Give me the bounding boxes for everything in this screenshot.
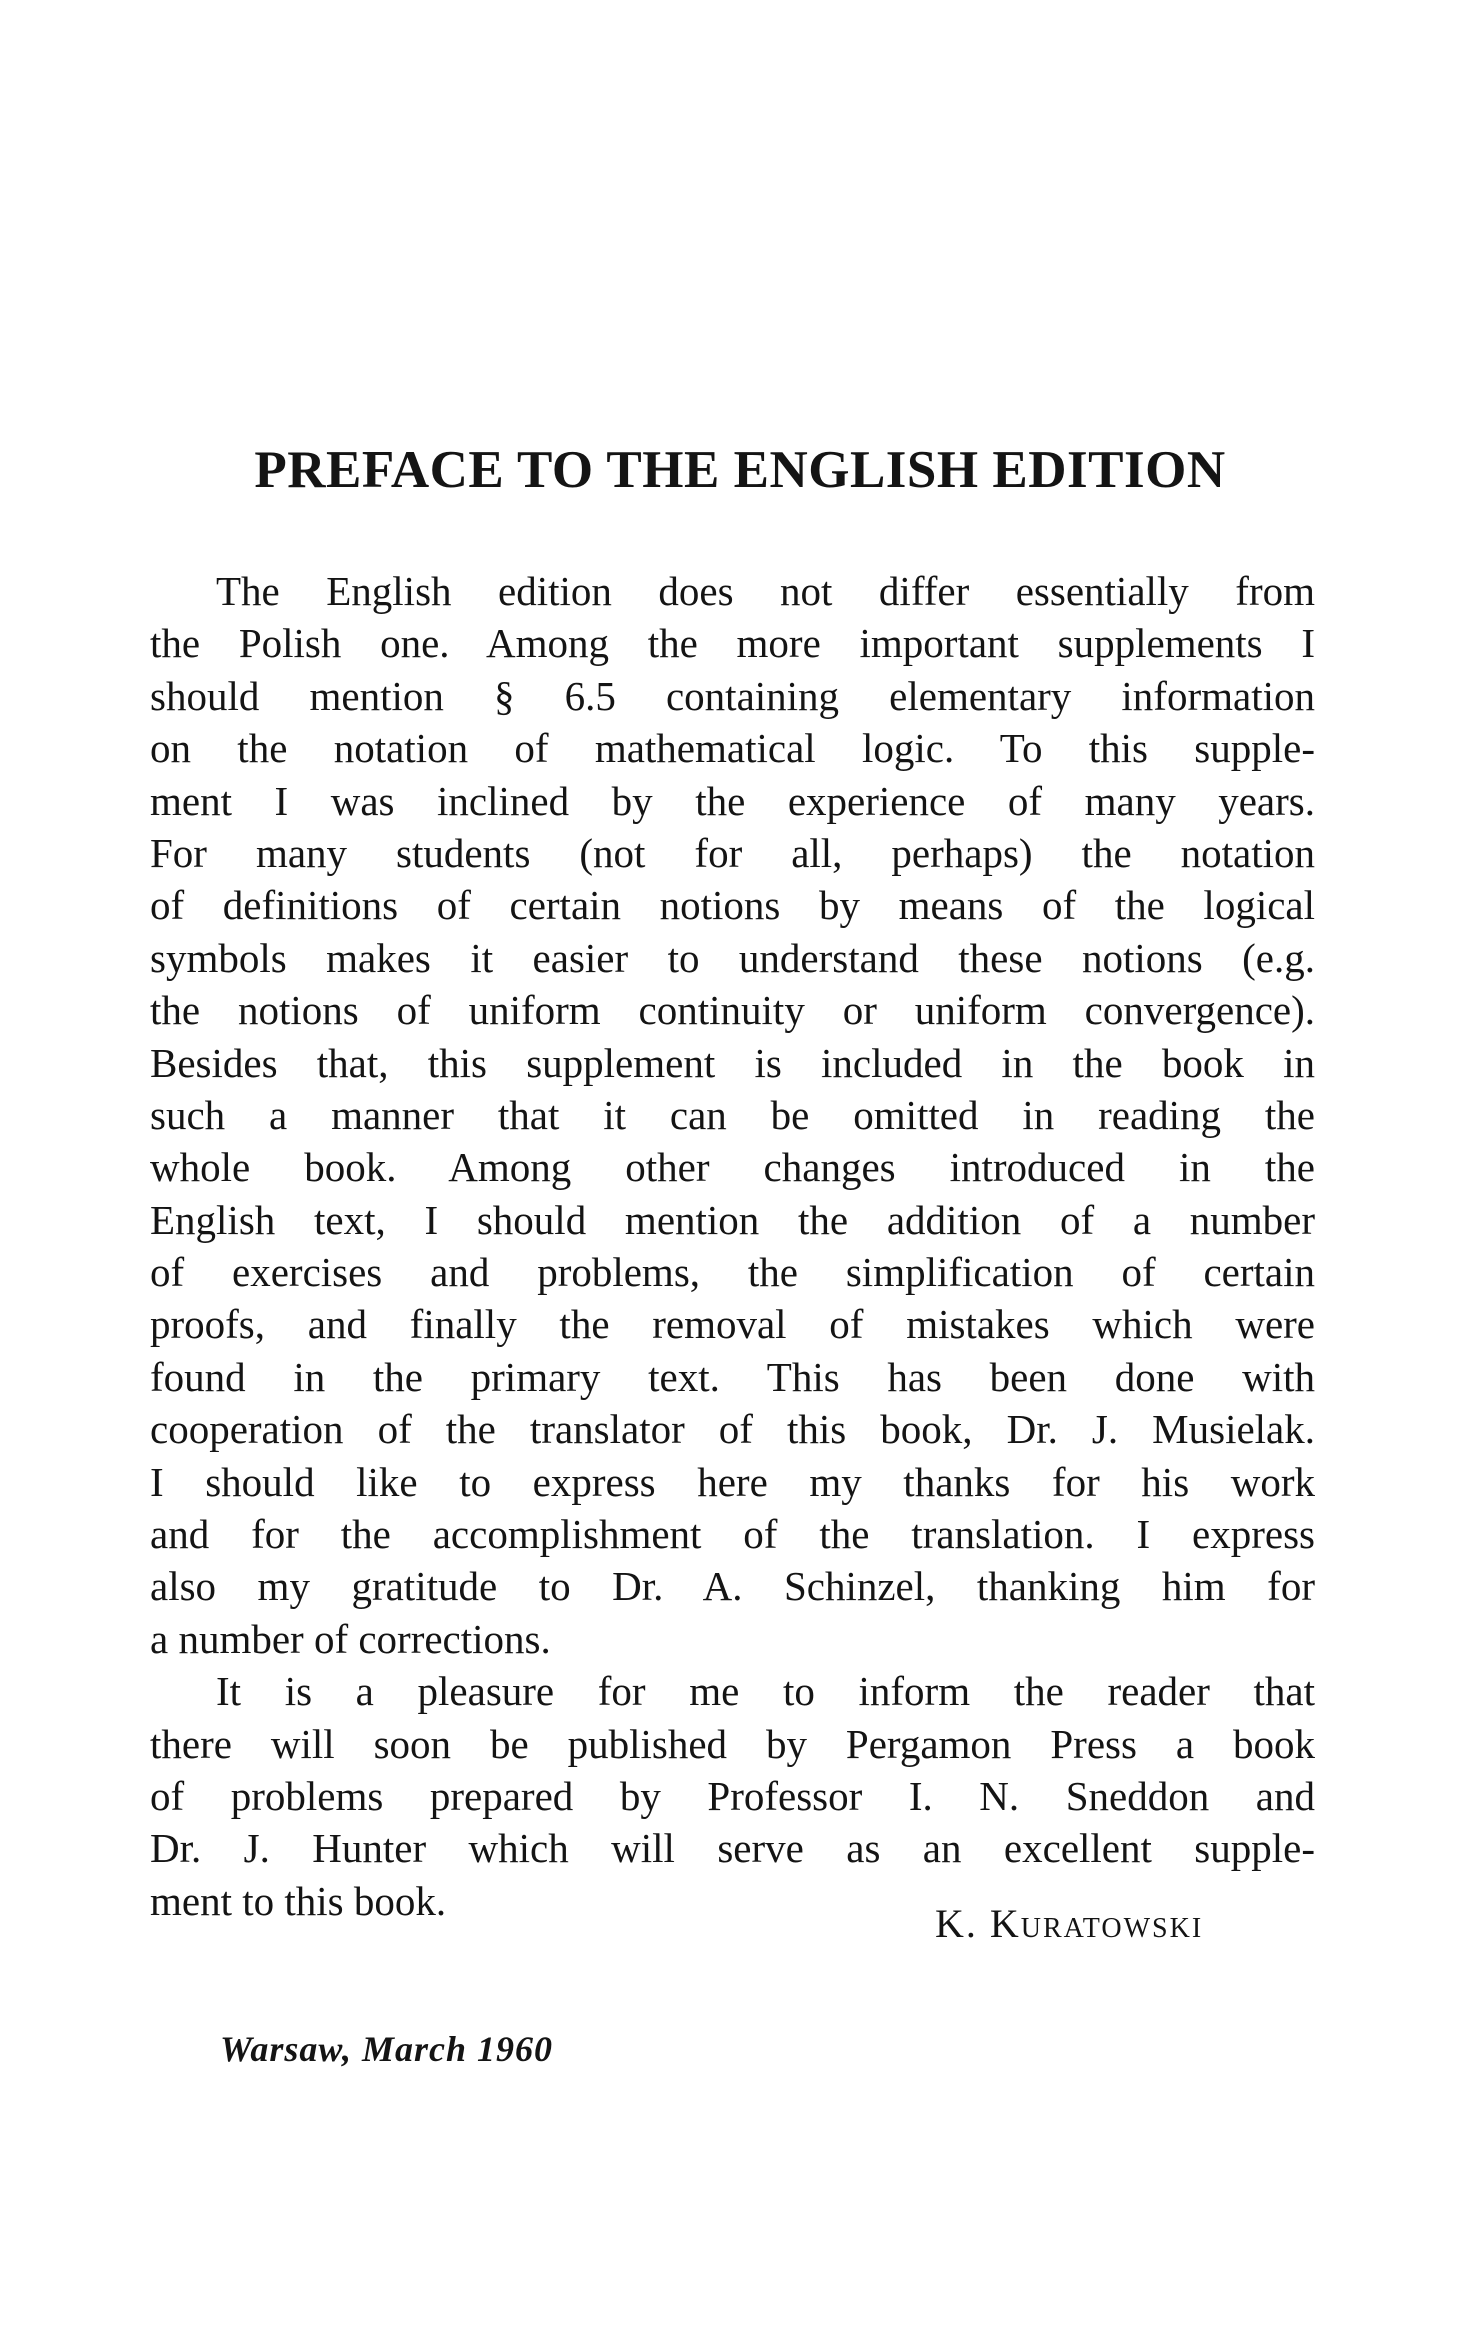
preface-heading: PREFACE TO THE ENGLISH EDITION	[254, 441, 1226, 499]
author-initial: K.	[935, 1901, 978, 1946]
text-line: found in the primary text. This has been done with	[150, 1353, 1315, 1400]
text-line: there will soon be published by Pergamon Press a book	[150, 1720, 1315, 1767]
preface-body	[150, 565, 1315, 1927]
text-line: For many students (not for all, perhaps) the notation	[150, 829, 1315, 876]
text-line: on the notation of mathematical logic. To this supple-	[150, 725, 1315, 772]
text-line: symbols makes it easier to understand these notions (e.g.	[150, 934, 1315, 981]
author-signature	[935, 1900, 1203, 1947]
text-line: of exercises and problems, the simplification of certain	[150, 1249, 1315, 1296]
text-line: ment I was inclined by the experience of many years.	[150, 777, 1315, 824]
text-line: English text, I should mention the addition of a number	[150, 1196, 1315, 1243]
text-line: the notions of uniform continuity or uniform convergence).	[150, 987, 1315, 1034]
author-surname: Kuratowski	[989, 1901, 1204, 1946]
text-line: and for the accomplishment of the translation. I express	[150, 1511, 1315, 1558]
text-line: should mention § 6.5 containing elementary information	[150, 672, 1315, 719]
text-line: cooperation of the translator of this book, Dr. J. Musielak.	[150, 1406, 1315, 1453]
text-line: such a manner that it can be omitted in reading the	[150, 1091, 1315, 1138]
text-line: whole book. Among other changes introduced in the	[150, 1144, 1315, 1191]
text-line: Dr. J. Hunter which will serve as an excellent supple-	[150, 1825, 1315, 1872]
place-date: Warsaw, March 1960	[220, 2029, 554, 2069]
text-line: ment to this book.	[150, 1877, 447, 1924]
text-line: also my gratitude to Dr. A. Schinzel, thanking him for	[150, 1563, 1315, 1610]
paragraph-2	[150, 1665, 1315, 1927]
text-line: a number of corrections.	[150, 1615, 551, 1662]
text-line: the Polish one. Among the more important supplements I	[150, 620, 1315, 667]
text-line: Besides that, this supplement is included in the book in	[150, 1039, 1315, 1086]
text-line: of definitions of certain notions by means of the logical	[150, 882, 1315, 929]
text-line: The English edition does not differ essentially from	[216, 568, 1315, 614]
text-line: proofs, and finally the removal of mistakes which were	[150, 1301, 1315, 1348]
text-line: of problems prepared by Professor I. N. Sneddon and	[150, 1772, 1315, 1819]
paragraph-1	[150, 565, 1315, 1665]
text-line: I should like to express here my thanks for his work	[150, 1458, 1315, 1505]
text-line: It is a pleasure for me to inform the reader that	[216, 1668, 1315, 1715]
